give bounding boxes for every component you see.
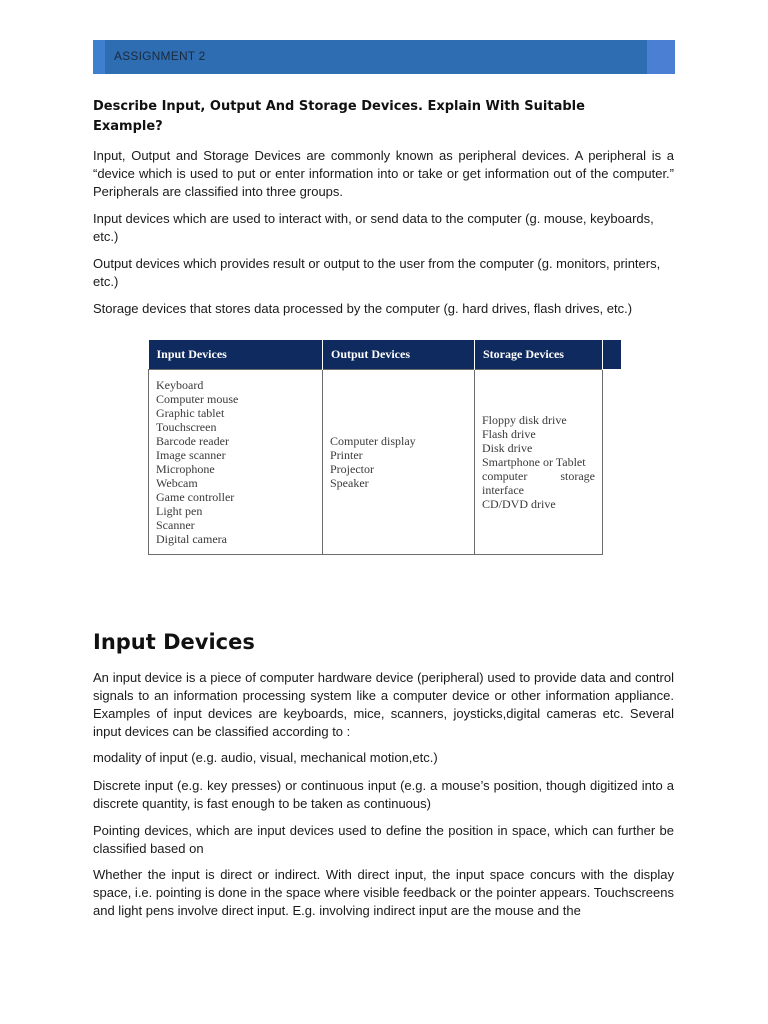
list-item: Computer mouse xyxy=(156,391,239,406)
section-paragraph-2: modality of input (e.g. audio, visual, mechanical motion,etc.) xyxy=(93,750,438,765)
list-item: Webcam xyxy=(156,475,198,490)
intro-paragraph-1: Input, Output and Storage Devices are commonly known as peripheral devices. A peripheral is a “device which is used to put or enter information into or take or get information out of the computer.” Peripherals are classified into three groups. xyxy=(93,148,674,199)
list-item: Floppy disk drive xyxy=(482,412,567,427)
list-item: Digital camera xyxy=(156,531,227,546)
intro-paragraph-4: Storage devices that stores data processed by the computer (g. hard drives, flash drives, etc.) xyxy=(93,301,633,316)
output-devices-cell xyxy=(323,369,475,554)
header-title: ASSIGNMENT 2 xyxy=(114,49,206,63)
list-item: interface xyxy=(482,482,524,497)
list-item: Game controller xyxy=(156,489,235,504)
list-item: Printer xyxy=(330,447,363,462)
section-paragraph-4: Pointing devices, which are input devices used to define the position in space, which can further be classified based on xyxy=(93,823,674,856)
header-storage-devices: Storage Devices xyxy=(475,340,603,369)
question-heading: Describe Input, Output And Storage Devices. Explain With Suitable Example? xyxy=(93,99,585,134)
list-item: Computer display xyxy=(330,433,416,448)
table-row xyxy=(149,369,621,554)
storage-devices-cell xyxy=(475,369,603,554)
section-heading: Input Devices xyxy=(93,630,255,654)
list-item: Smartphone or Tablet xyxy=(482,454,586,469)
intro-paragraph-2: Input devices which are used to interact with, or send data to the computer (g. mouse, keyboards, etc.) xyxy=(93,211,654,244)
list-item: Touchscreen xyxy=(156,419,217,434)
list-item: Scanner xyxy=(156,517,195,532)
list-item: Speaker xyxy=(330,475,369,490)
header-extra-cell xyxy=(603,340,621,369)
header-output-devices: Output Devices xyxy=(323,340,475,369)
section-paragraph-1: An input device is a piece of computer hardware device (peripheral) used to provide data and control signals to an information processing system like a computer device or other information appliance. Examples of input devices are keyboards, mice, scanners, joysticks,digital cameras etc. Several input devices can be classified according to : xyxy=(93,670,674,739)
header-input-devices: Input Devices xyxy=(149,340,323,369)
header-left-accent xyxy=(93,40,105,74)
list-item: computer storage xyxy=(482,468,595,483)
section-paragraph-3: Discrete input (e.g. key presses) or continuous input (e.g. a mouse’s position, though digitized into a discrete quantity, is fast enough to be taken as continuous) xyxy=(93,778,674,811)
table-empty-cell xyxy=(603,369,621,554)
list-item: Light pen xyxy=(156,503,203,518)
list-item: CD/DVD drive xyxy=(482,496,556,511)
devices-table xyxy=(148,340,621,555)
section-paragraph-5: Whether the input is direct or indirect. With direct input, the input space concurs with the display space, i.e. pointing is done in the space where visible feedback or the pointer appears. Touchscreens and light pens involve direct input. E.g. involving indirect input are the mouse and the xyxy=(93,867,674,918)
input-devices-cell xyxy=(149,369,323,554)
header-bar xyxy=(93,40,675,74)
list-item: Flash drive xyxy=(482,426,536,441)
list-item: Disk drive xyxy=(482,440,533,455)
list-item: Keyboard xyxy=(156,377,204,392)
list-item: Graphic tablet xyxy=(156,405,225,420)
header-right-accent xyxy=(647,40,675,74)
list-item: Image scanner xyxy=(156,447,226,462)
intro-paragraph-3: Output devices which provides result or output to the user from the computer (g. monitors, printers, etc.) xyxy=(93,256,661,289)
table-header-row xyxy=(149,340,621,369)
list-item: Microphone xyxy=(156,461,215,476)
list-item: Barcode reader xyxy=(156,433,229,448)
list-item: Projector xyxy=(330,461,374,476)
